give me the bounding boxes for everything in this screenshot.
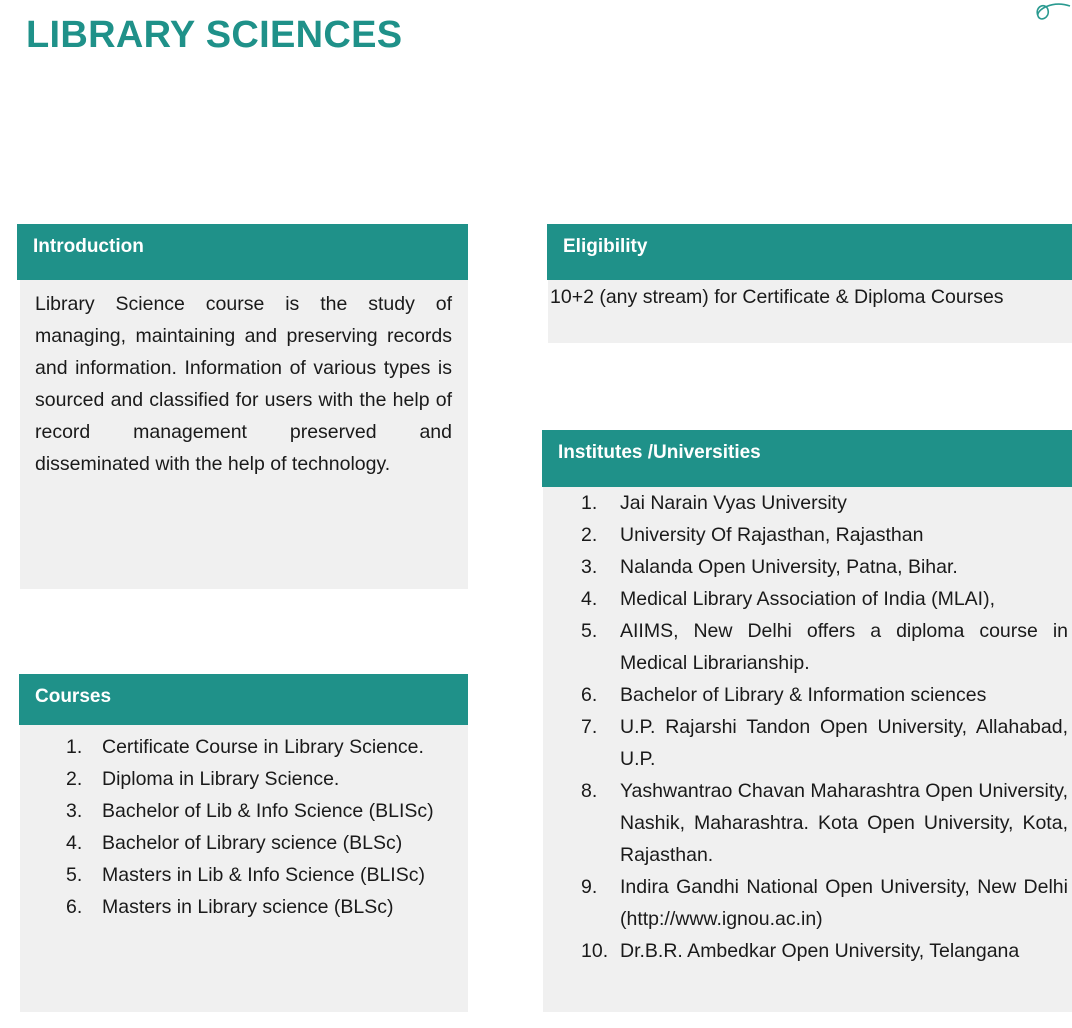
list-text: Masters in Lib & Info Science (BLISc) [102,864,425,886]
list-item [543,519,1068,551]
list-number: 3. [581,556,598,578]
list-item [20,731,468,763]
list-item [20,891,468,923]
list-number: 5. [66,864,83,886]
list-number: 4. [66,832,83,854]
introduction-body [20,280,468,589]
eligibility-text: 10+2 (any stream) for Certificate & Diploma Courses [550,286,1004,308]
list-text: Bachelor of Library & Information sciences [620,684,987,706]
list-item [20,763,468,795]
courses-body [20,725,468,1012]
list-item [543,679,1068,711]
list-text: Medical Library Association of India (MLAI), [620,588,995,610]
list-number: 2. [581,524,598,546]
swirl-icon [1032,0,1072,26]
list-text: U.P. Rajarshi Tandon Open University, Allahabad, U.P. [620,716,1068,770]
institutes-panel [542,430,1072,1012]
list-number: 7. [581,716,598,738]
list-number: 6. [581,684,598,706]
list-item [20,795,468,827]
courses-list [20,725,468,923]
introduction-text: Library Science course is the study of managing, maintaining and preserving records and information. Information of various types is sourced and classified for users with the help of record management preserved and disseminated with the help of technology. [35,293,452,475]
list-text: Bachelor of Lib & Info Science (BLISc) [102,800,434,822]
list-item [20,827,468,859]
list-text: Bachelor of Library science (BLSc) [102,832,403,854]
courses-panel [19,674,468,1012]
list-text: Nalanda Open University, Patna, Bihar. [620,556,958,578]
list-number: 9. [581,876,598,898]
eligibility-panel [547,224,1072,343]
list-text: Dr.B.R. Ambedkar Open University, Telangana [620,940,1020,962]
eligibility-body [548,280,1072,343]
introduction-panel [17,224,468,589]
list-item [20,859,468,891]
list-text: Yashwantrao Chavan Maharashtra Open University, Nashik, Maharashtra. Kota Open University, Kota, Rajasthan. [620,780,1068,866]
list-text: Diploma in Library Science. [102,768,340,790]
list-text: University Of Rajasthan, Rajasthan [620,524,924,546]
list-text: Masters in Library science (BLSc) [102,896,394,918]
list-number: 6. [66,896,83,918]
list-item [543,871,1068,935]
list-item [543,487,1068,519]
list-number: 1. [66,736,83,758]
list-text: Certificate Course in Library Science. [102,736,424,758]
list-item [543,551,1068,583]
list-text: AIIMS, New Delhi offers a diploma course in Medical Librarianship. [620,620,1068,674]
list-item [543,583,1068,615]
list-item [543,775,1068,871]
introduction-header: Introduction [17,224,468,280]
institutes-list [543,487,1068,967]
list-text: Jai Narain Vyas University [620,492,847,514]
list-item [543,711,1068,775]
list-number: 1. [581,492,598,514]
list-number: 4. [581,588,598,610]
institutes-header: Institutes /Universities [542,430,1072,487]
page-title: LIBRARY SCIENCES [26,14,403,56]
eligibility-header: Eligibility [547,224,1072,280]
list-number: 5. [581,620,598,642]
institutes-body [543,487,1072,1012]
list-item [543,935,1068,967]
list-number: 3. [66,800,83,822]
list-text: Indira Gandhi National Open University, New Delhi (http://www.ignou.ac.in) [620,876,1068,930]
list-item [543,615,1068,679]
list-number: 2. [66,768,83,790]
list-number: 8. [581,780,598,802]
courses-header: Courses [19,674,468,725]
list-number: 10. [581,940,609,962]
